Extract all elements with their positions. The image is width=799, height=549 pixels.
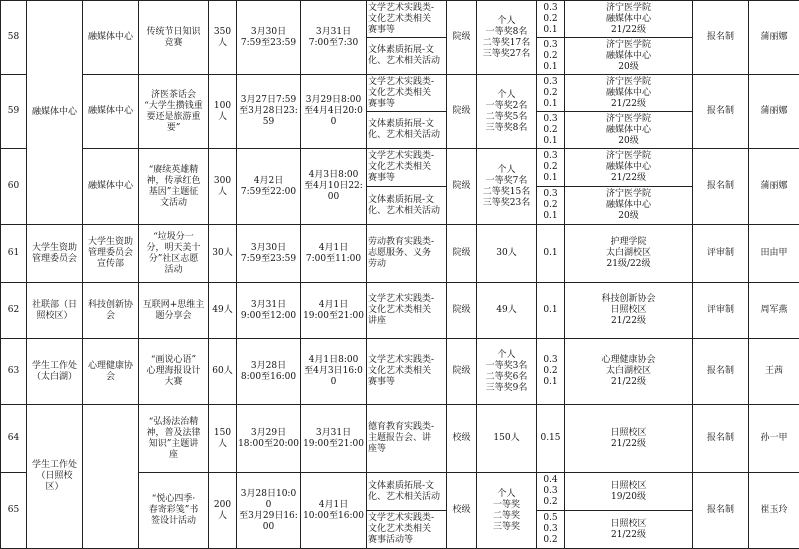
host-unit: 济宁医学院 融媒体中心 20级: [565, 187, 693, 225]
activity-time: 4月1日 7:00至11:00: [301, 225, 367, 283]
host-unit: 心理健康协会 太白湖校区 21/22级: [565, 339, 693, 405]
credit-type: 文学艺术实践类- 文化艺术类相关 赛事等: [367, 339, 447, 405]
row-number: 60: [1, 149, 27, 225]
award-counts: 49人: [477, 283, 537, 339]
dept-cell: 学生工作处 （太白湖）: [27, 339, 83, 405]
org-cell: 心理健康协 会: [83, 339, 139, 405]
signup-time: 3月27日7:59 至3月28日23:59: [237, 75, 301, 149]
activity-level: 院级: [447, 149, 477, 225]
award-counts: 个人 一等奖3名 二等奖6名 三等奖9名: [477, 339, 537, 405]
contact-person: 孙一甲: [749, 405, 799, 473]
credit-score: 0.3 0.2 0.1: [537, 75, 565, 112]
activity-time: 3月29日8:00 至4月4日20:00: [301, 75, 367, 149]
activity-level: 院级: [447, 283, 477, 339]
credit-score: 0.3 0.2 0.1: [537, 149, 565, 187]
activity-time: 4月1日 10:00至16:00: [301, 473, 367, 549]
award-counts: 30人: [477, 225, 537, 283]
dept-cell: 社联部（日 照校区）: [27, 283, 83, 339]
contact-person: 崔玉玲: [749, 473, 799, 549]
org-cell: 大学生资助 管理委员会 宣传部: [83, 225, 139, 283]
row-number: 62: [1, 283, 27, 339]
activity-name: “垃圾分一 分，明天美十 分”社区志愿 活动: [139, 225, 209, 283]
award-counts: 个人 一等奖8名 二等奖17名 三等奖27名: [477, 1, 537, 75]
selection-mode: 报名制: [693, 473, 749, 549]
org-cell: 科技创新协 会: [83, 283, 139, 339]
signup-time: 4月2日 7:59至22:00: [237, 149, 301, 225]
signup-time: 3月28日 8:00至16:00: [237, 339, 301, 405]
participant-count: 100人: [209, 75, 237, 149]
credit-score: 0.3 0.2 0.1: [537, 38, 565, 75]
credit-score: 0.5 0.3 0.2: [537, 511, 565, 549]
contact-person: 蒲丽娜: [749, 75, 799, 149]
selection-mode: 报名制: [693, 149, 749, 225]
credit-score: 0.3 0.2 0.1: [537, 339, 565, 405]
credit-type: 劳动教育实践类- 志愿服务、义务 劳动: [367, 225, 447, 283]
award-counts: 个人 一等奖2名 二等奖5名 三等奖8名: [477, 75, 537, 149]
activity-level: 校级: [447, 405, 477, 473]
host-unit: 护理学院 太白湖校区 21级/22级: [565, 225, 693, 283]
activity-time: 3月31日 19:00至21:00: [301, 405, 367, 473]
credit-score: 0.1: [537, 225, 565, 283]
credit-score: 0.3 0.2 0.1: [537, 187, 565, 225]
org-cell: 融媒体中心: [83, 75, 139, 149]
award-counts: 个人 一等奖7名 二等奖15名 三等奖23名: [477, 149, 537, 225]
dept-cell: 大学生资助 管理委员会: [27, 225, 83, 283]
host-unit: 济宁医学院 融媒体中心 21/22级: [565, 75, 693, 112]
host-unit: 济宁医学院 融媒体中心 21/22级: [565, 149, 693, 187]
credit-type: 文学艺术实践类- 文化艺术类相关 赛事等: [367, 75, 447, 112]
activity-level: 院级: [447, 1, 477, 75]
participant-count: 150人: [209, 405, 237, 473]
credit-type: 文学艺术实践类- 文化艺术类相关 赛事活动等: [367, 511, 447, 549]
contact-person: 周军燕: [749, 283, 799, 339]
signup-time: 3月28日10:00 至3月29日16:00: [237, 473, 301, 549]
award-counts: 150人: [477, 405, 537, 473]
signup-time: 3月29日 18:00至20:00: [237, 405, 301, 473]
credit-score: 0.3 0.2 0.1: [537, 112, 565, 149]
table-row: [1, 339, 799, 405]
participant-count: 350人: [209, 1, 237, 75]
row-number: 59: [1, 75, 27, 149]
signup-time: 3月30日 7:59至23:59: [237, 1, 301, 75]
credit-type: 文学艺术实践类- 文化艺术类相关 讲座: [367, 283, 447, 339]
participant-count: 300人: [209, 149, 237, 225]
selection-mode: 报名制: [693, 75, 749, 149]
org-cell: 融媒体中心: [83, 149, 139, 225]
selection-mode: 报名制: [693, 405, 749, 473]
host-unit: 济宁医学院 融媒体中心 20级: [565, 38, 693, 75]
org-cell: 融媒体中心: [83, 1, 139, 75]
row-number: 61: [1, 225, 27, 283]
credit-score: 0.4 0.3 0.2: [537, 473, 565, 511]
credit-type: 文学艺术实践类- 文化艺术类相关 赛事等: [367, 1, 447, 38]
table-row: [1, 283, 799, 339]
activity-name: “弘扬法治精 神，普及法律 知识”主题讲 座: [139, 405, 209, 473]
participant-count: 200人: [209, 473, 237, 549]
activity-name: “悦心四季· 春寄彩笺”书 签设计活动: [139, 473, 209, 549]
credit-score: 0.3 0.2 0.1: [537, 1, 565, 38]
contact-person: 田由甲: [749, 225, 799, 283]
contact-person: 蒲丽娜: [749, 149, 799, 225]
activity-name: 互联网+思维主 题分享会: [139, 283, 209, 339]
credit-type: 文体素质拓展-文 化、艺术相关活动: [367, 38, 447, 75]
table-row: [1, 149, 799, 187]
contact-person: 蒲丽娜: [749, 1, 799, 75]
credit-type: 文体素质拓展-文 化、艺术相关活动: [367, 112, 447, 149]
table-row: [1, 75, 799, 112]
host-unit: 济宁医学院 融媒体中心 20级: [565, 112, 693, 149]
row-number: 64: [1, 405, 27, 473]
row-number: 65: [1, 473, 27, 549]
credit-type: 德育教育实践类- 主题报告会、讲 座等: [367, 405, 447, 473]
table-row: [1, 1, 799, 38]
selection-mode: 评审制: [693, 225, 749, 283]
host-unit: 济宁医学院 融媒体中心 21/22级: [565, 1, 693, 38]
activity-name: “画说心语” 心理海报设计 大赛: [139, 339, 209, 405]
row-number: 63: [1, 339, 27, 405]
credit-type: 文体素质拓展-文 化、艺术相关活动: [367, 473, 447, 511]
host-unit: 科技创新协会 日照校区 21/22级: [565, 283, 693, 339]
credit-score: 0.1: [537, 283, 565, 339]
signup-time: 3月30日 7:59至23:59: [237, 225, 301, 283]
selection-mode: 报名制: [693, 339, 749, 405]
credit-type: 文学艺术实践类- 文化艺术类相关 赛事等: [367, 149, 447, 187]
participant-count: 60人: [209, 339, 237, 405]
table-row: [1, 405, 799, 473]
award-counts: 个人 一等奖 二等奖 三等奖: [477, 473, 537, 549]
activity-time: 4月3日8:00 至4月10日22:00: [301, 149, 367, 225]
activity-name: 传统节日知识 竞赛: [139, 1, 209, 75]
row-number: 58: [1, 1, 27, 75]
activity-level: 院级: [447, 339, 477, 405]
activity-time: 4月1日8:00 至4月3日16:00: [301, 339, 367, 405]
host-unit: 日照校区 21/22级: [565, 405, 693, 473]
activity-level: 院级: [447, 75, 477, 149]
dept-cell: 融媒体中心: [27, 1, 83, 225]
activity-name: 济医茶话会 “大学生攒钱重 要还是旅游重 要”: [139, 75, 209, 149]
credit-score: 0.15: [537, 405, 565, 473]
activity-level: 校级: [447, 473, 477, 549]
dept-cell: 学生工作处 （日照校 区）: [27, 405, 83, 549]
participant-count: 49人: [209, 283, 237, 339]
host-unit: 日照校区 21/22级: [565, 511, 693, 549]
host-unit: 日照校区 19/20级: [565, 473, 693, 511]
activity-time: 4月1日 19:00至21:00: [301, 283, 367, 339]
participant-count: 30人: [209, 225, 237, 283]
signup-time: 3月31日 9:00至12:00: [237, 283, 301, 339]
activity-name: “赓续英雄精 神，传承红色 基因”主题征 文活动: [139, 149, 209, 225]
org-cell: [83, 405, 139, 549]
activity-level: 院级: [447, 225, 477, 283]
contact-person: 王茜: [749, 339, 799, 405]
activity-time: 3月31日 7:00至7:30: [301, 1, 367, 75]
credit-type: 文体素质拓展-文 化、艺术相关活动: [367, 187, 447, 225]
table-row: [1, 225, 799, 283]
selection-mode: 评审制: [693, 283, 749, 339]
selection-mode: 报名制: [693, 1, 749, 75]
